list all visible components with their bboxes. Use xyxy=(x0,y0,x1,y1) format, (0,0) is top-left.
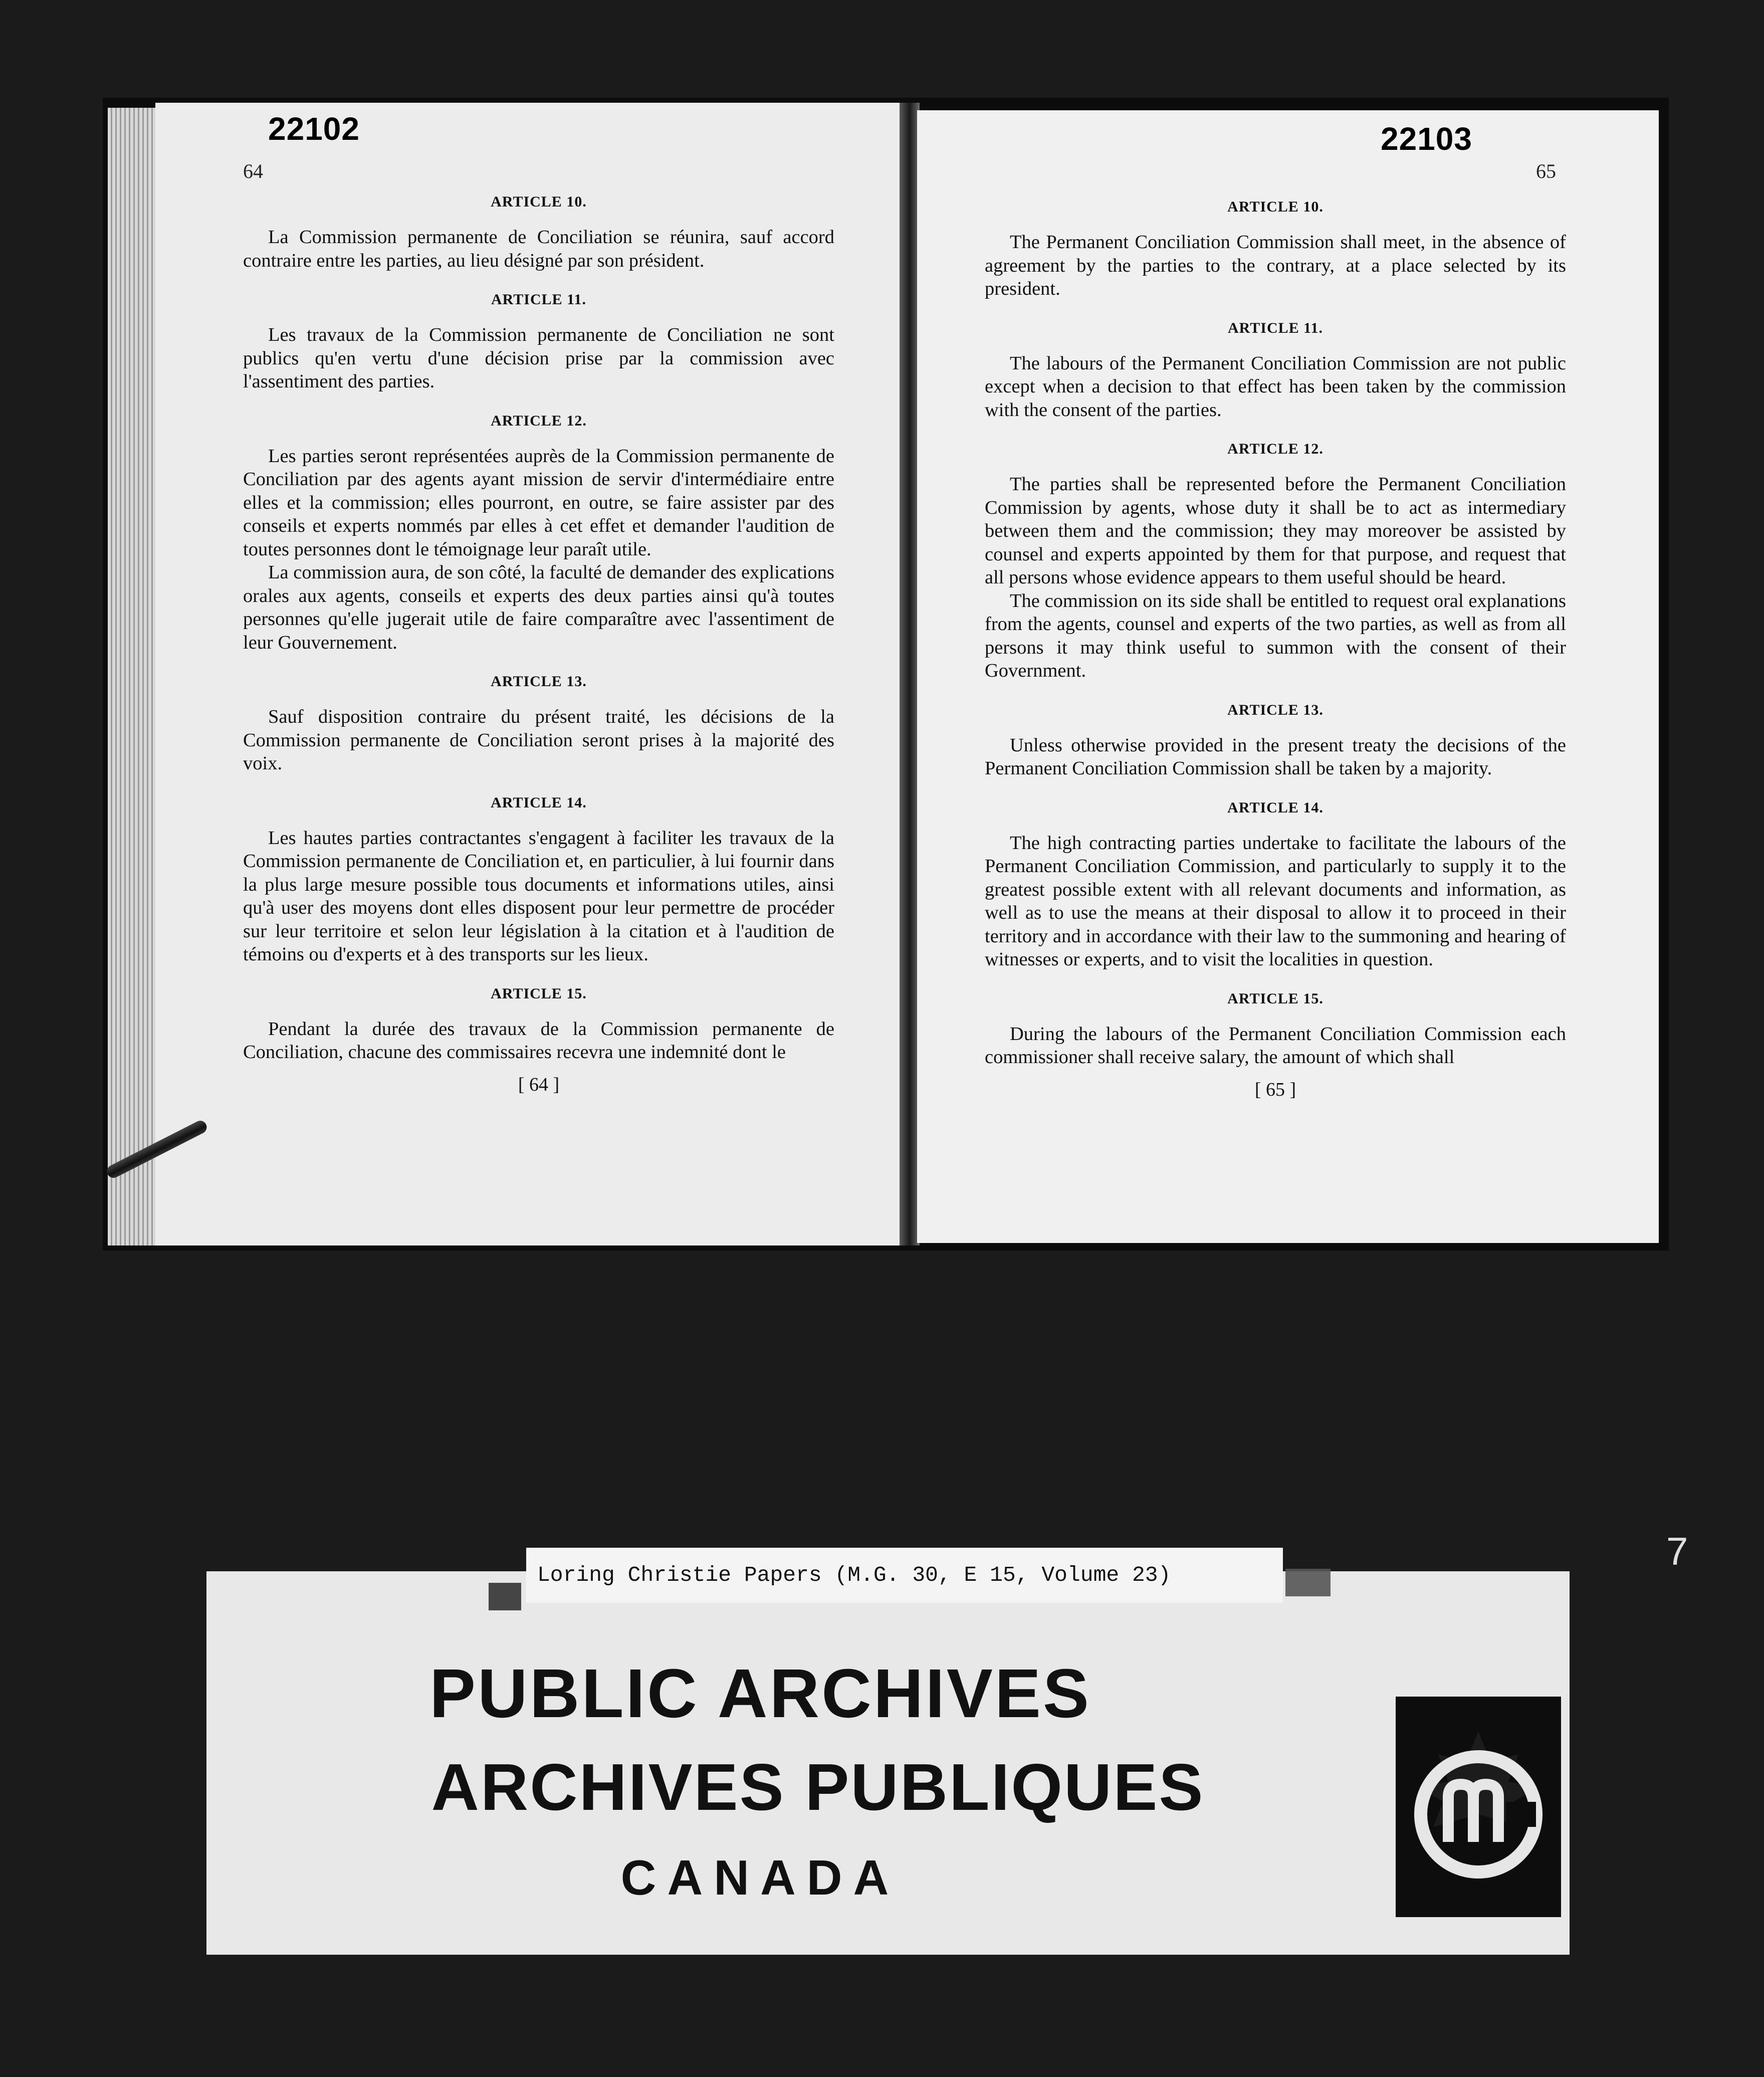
article-heading: ARTICLE 13. xyxy=(491,673,587,690)
article-paragraph: The parties shall be represented before the Permanent Conciliation Commission by agents, whose duty it shall be to act as intermediary between them and the commission; they may moreover be assisted by counsel and experts appointed by them for that purpose, and request that all persons whose evidence appears to them useful should be heard. xyxy=(985,474,1566,588)
article-heading: ARTICLE 11. xyxy=(491,291,586,308)
article-paragraph: Unless otherwise provided in the present treaty the decisions of the Permanent Conciliation Commission shall be taken by a majority. xyxy=(985,734,1566,779)
article-heading: ARTICLE 13. xyxy=(1227,701,1324,718)
right-page xyxy=(917,110,1659,1243)
article-paragraph: The high contracting parties undertake to facilitate the labours of the Permanent Conciliation Commission, and particularly to supply it to the greatest possible extent with all relevant documents and information, as well as to use the means at their disposal to allow it to proceed in their territory and in accordance with their law to the summoning and hearing of witnesses or experts, and to visit the localities in question. xyxy=(985,832,1566,970)
article-paragraph: Les hautes parties contractantes s'engagent à faciliter les travaux de la Commission permanente de Conciliation et, en particulier, à lui fournir dans la plus large mesure possible tous documents et informations utiles, ainsi qu'à user des moyens dont elles disposent pour leur permettre de procéder sur leur territoire et selon leur législation à la citation et à l'audition de témoins ou d'experts et à des transports sur les lieux. xyxy=(243,827,834,965)
article-heading: ARTICLE 15. xyxy=(491,985,587,1002)
collection-label: Loring Christie Papers (M.G. 30, E 15, Volume 23) xyxy=(526,1548,1283,1603)
tape-piece xyxy=(1285,1569,1331,1596)
archives-canada-logo-icon xyxy=(1396,1697,1561,1917)
article-heading: ARTICLE 10. xyxy=(491,193,587,210)
page-edges xyxy=(108,108,155,1245)
article-paragraph: Les parties seront représentées auprès de la Commission permanente de Conciliation par des agents ayant mission de servir d'intermédiaire entre elles et la commission; elles pourront, en outre, se faire assister par des conseils et experts nommés par elles à cet effet et demander l'audition de toutes personnes dont le témoignage leur paraît utile. xyxy=(243,445,834,560)
article-heading: ARTICLE 12. xyxy=(491,412,587,429)
archive-country: CANADA xyxy=(620,1850,900,1905)
left-page-stamp-number: 22102 xyxy=(268,111,360,147)
article-paragraph: Pendant la durée des travaux de la Commission permanente de Conciliation, chacune des commissaires recevra une indemnité dont le xyxy=(243,1018,834,1063)
article-paragraph: The commission on its side shall be entitled to request oral explanations from the agents, counsel and experts of the two parties, as well as from all persons it may think useful to summon with the consent of their Government. xyxy=(985,590,1566,681)
right-page-stamp-number: 22103 xyxy=(1381,121,1472,157)
corner-mark: 7 xyxy=(1666,1529,1688,1573)
article-paragraph: The Permanent Conciliation Commission shall meet, in the absence of agreement by the parties to the contrary, at a place selected by its president. xyxy=(985,232,1566,299)
article-heading: ARTICLE 11. xyxy=(1228,319,1323,336)
page-folio: [ 65 ] xyxy=(1254,1079,1296,1100)
article-heading: ARTICLE 14. xyxy=(491,794,587,811)
article-paragraph: La Commission permanente de Conciliation se réunira, sauf accord contraire entre les parties, au lieu désigné par son président. xyxy=(243,227,834,271)
article-heading: ARTICLE 15. xyxy=(1227,990,1324,1007)
article-paragraph: Sauf disposition contraire du présent traité, les décisions de la Commission permanente de Conciliation seront prises à la majorité des voix. xyxy=(243,706,834,774)
archive-title-french: ARCHIVES PUBLIQUES xyxy=(431,1750,1205,1824)
page-folio: [ 64 ] xyxy=(518,1074,560,1095)
article-heading: ARTICLE 10. xyxy=(1227,198,1324,215)
book-gutter xyxy=(900,103,920,1245)
right-page-number: 65 xyxy=(1536,160,1556,182)
article-heading: ARTICLE 12. xyxy=(1227,441,1324,457)
article-heading: ARTICLE 14. xyxy=(1227,799,1324,816)
left-page-text xyxy=(243,190,834,1096)
article-paragraph: The labours of the Permanent Conciliation Commission are not public except when a decision to that effect has been taken by the commission with the consent of the parties. xyxy=(985,352,1566,421)
right-page-text xyxy=(985,195,1566,1101)
article-paragraph: La commission aura, de son côté, la faculté de demander des explications orales aux agents, conseils et experts des deux parties ainsi qu'à toutes personnes qu'elle jugerait utile de faire comparaître avec l'assentiment de leur Gouvernement. xyxy=(243,562,834,653)
left-page-number: 64 xyxy=(243,160,263,182)
left-page xyxy=(155,103,902,1245)
tape-piece xyxy=(489,1583,521,1610)
article-paragraph: Les travaux de la Commission permanente de Conciliation ne sont publics qu'en vertu d'une décision prise par la commission avec l'assentiment des parties. xyxy=(243,324,834,392)
article-paragraph: During the labours of the Permanent Conciliation Commission each commissioner shall receive salary, the amount of which shall xyxy=(985,1023,1566,1068)
archive-title-english: PUBLIC ARCHIVES xyxy=(429,1655,1091,1732)
